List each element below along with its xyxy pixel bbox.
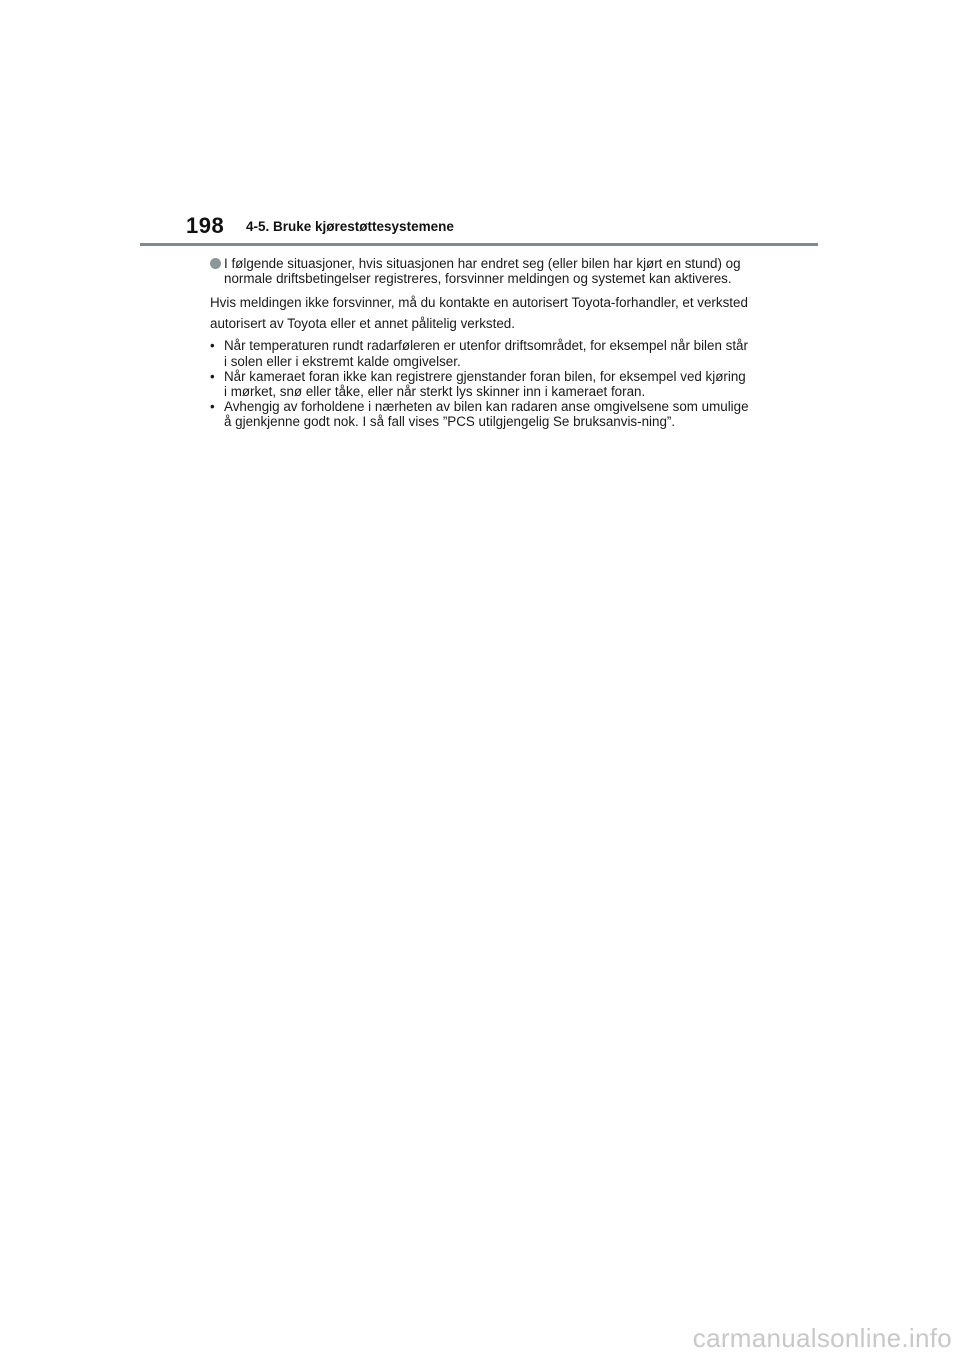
list-item [210,399,750,429]
content [210,256,750,430]
list-item-text: Når temperaturen rundt radarføleren er utenfor driftsområdet, for eksempel når bilen står i solen eller i ekstremt kalde omgivelser. [224,338,748,369]
list-bullet: • [210,338,215,354]
watermark-link[interactable]: carmanualsonline.info [692,1323,952,1353]
list-item [210,369,750,399]
condition-list [210,338,750,429]
list-item [210,338,750,368]
section-title: 4-5. Bruke kjørestøttesystemene [246,219,454,234]
list-bullet: • [210,368,215,384]
list-item-text: Avhengig av forholdene i nærheten av bilen kan radaren anse omgivelsene som umulige å gjenkjenne godt nok. I så fall vises ”PCS utilgjengelig Se bruksanvis-ning”. [224,399,749,430]
list-item-text: Når kameraet foran ikke kan registrere gjenstander foran bilen, for eksempel ved kjøring i mørket, snø eller tåke, eller når sterkt lys skinner inn i kameraet foran. [224,368,746,400]
page-number: 198 [186,213,225,238]
paragraph: Hvis meldingen ikke forsvinner, må du kontakte en autorisert Toyota-forhandler, et verksted autorisert av Toyota eller et annet pålitelig verksted. [210,295,748,332]
note [210,256,750,286]
note-bullet-icon [210,258,221,269]
note-text: I følgende situasjoner, hvis situasjonen har endret seg (eller bilen har kjørt en stund) og normale driftsbetingelser registreres, forsvinner meldingen og systemet kan aktiveres. [224,256,741,287]
list-bullet: • [210,399,215,415]
header-rule [140,243,818,246]
